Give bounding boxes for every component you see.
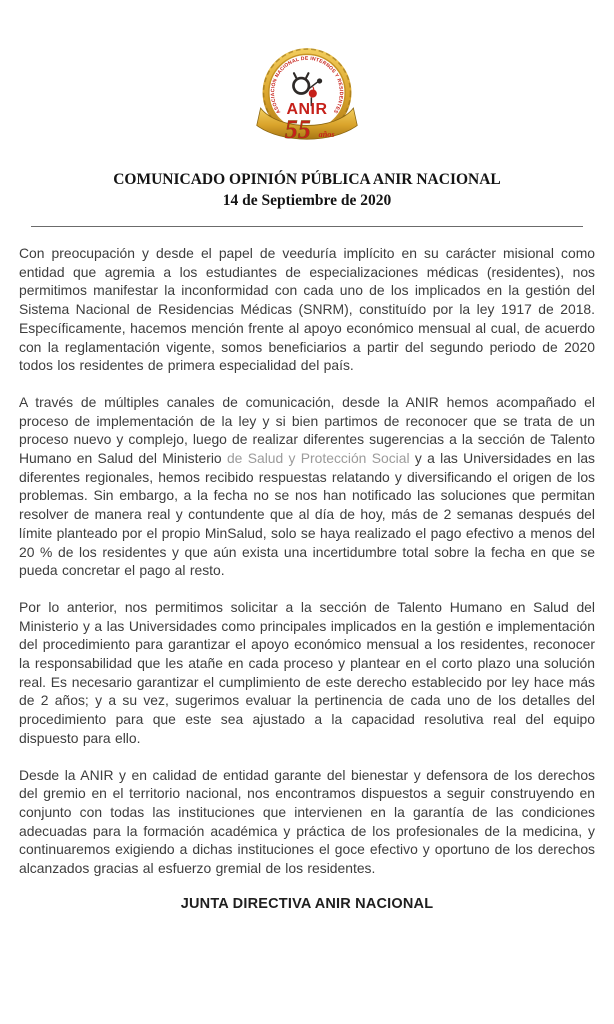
paragraph xyxy=(19,393,595,580)
document-title: COMUNICADO OPINIÓN PÚBLICA ANIR NACIONAL xyxy=(113,171,501,188)
logo-arc-text: ASOCIACIÓN NACIONAL DE INTERNOS Y RESIDENTES xyxy=(270,55,344,115)
document-date: 14 de Septiembre de 2020 xyxy=(222,192,392,209)
text-segment: y a las Universidades en las diferentes regionales, hemos recibido respuestas relatando y diversificando el origen de los problemas. Sin embargo, a la fecha no se nos han notificado las soluciones que permitan resolver de manera real y contundente que al día de hoy, más de 2 semanas después del límite planteado por el propio MinSalud, solo se haya realizado el pago efectivo a menos del 20 % de los residentes y que aún exista una incertidumbre total sobre la fecha en que se pueda concretar el pago al resto. xyxy=(19,450,595,579)
muted-text-segment: de Salud y Protección Social xyxy=(226,450,410,467)
text-segment: A través de múltiples canales de comunicación, desde la ANIR hemos acompañado el proceso de implementación de la ley y si bien partimos de reconocer que se trata de un proceso nuevo y complejo, luego de realizar diferentes sugerencias a la sección de Talento Humano en Salud del Ministerio xyxy=(19,393,595,467)
logo-acronym-text: ANIR xyxy=(286,100,328,118)
header-divider xyxy=(31,226,583,227)
logo-anniversary-word: años xyxy=(318,130,335,140)
text-segment: Con preocupación y desde el papel de veeduría implícito en su carácter misional como entidad que agremia a los estudiantes de especializaciones médicas (residentes), nos permitimos manifestar la inconformidad con cada uno de los implicados en la gestión del Sistema Nacional de Residencias Médicas (SNRM), constituído por la ley 1917 de 2018. Específicamente, hacemos mención frente al apoyo económico mensual al cual, de acuerdo con la reglamentación vigente, somos beneficiarios a partir del segundo periodo de 2020 todos los residentes de primera especialidad del país. xyxy=(19,245,595,374)
document-body xyxy=(19,244,595,878)
text-segment: Por lo anterior, nos permitimos solicitar a la sección de Talento Humano en Salud del Ministerio y a las Universidades como principales implicados en la gestión e implementación del procedimiento para garantizar el apoyo económico mensual a los residentes, reconocer la responsabilidad que les atañe en cada proceso y plantear en el corto plazo una solución real. Es necesario garantizar el cumplimiento de este derecho establecido por ley hace más de 2 años; y a su vez, sugerimos evaluar la pertinencia de cada uno de los detalles del procedimiento para que este sea ajustado a la capacidad resolutiva real del equipo dispuesto para ello. xyxy=(19,598,595,746)
paragraph xyxy=(19,766,595,878)
signature-line: JUNTA DIRECTIVA ANIR NACIONAL xyxy=(180,895,434,912)
text-segment: Desde la ANIR y en calidad de entidad garante del bienestar y defensora de los derechos del gremio en el territorio nacional, nos encontramos dispuestos a seguir construyendo en conjunto con todas las instituciones que intervienen en la garantía de las condiciones adecuadas para la formación académica y práctica de los profesionales de la medicina, y continuaremos exigiendo a dichas instituciones el goce efectivo y oportuno de los derechos alcanzados gracias al esfuerzo gremial de los residentes. xyxy=(19,766,595,877)
paragraph xyxy=(19,244,595,375)
paragraph xyxy=(19,598,595,748)
logo-anniversary-number: 55 xyxy=(284,115,311,144)
anir-badge-logo-icon xyxy=(249,44,365,145)
logo-container xyxy=(19,0,595,150)
